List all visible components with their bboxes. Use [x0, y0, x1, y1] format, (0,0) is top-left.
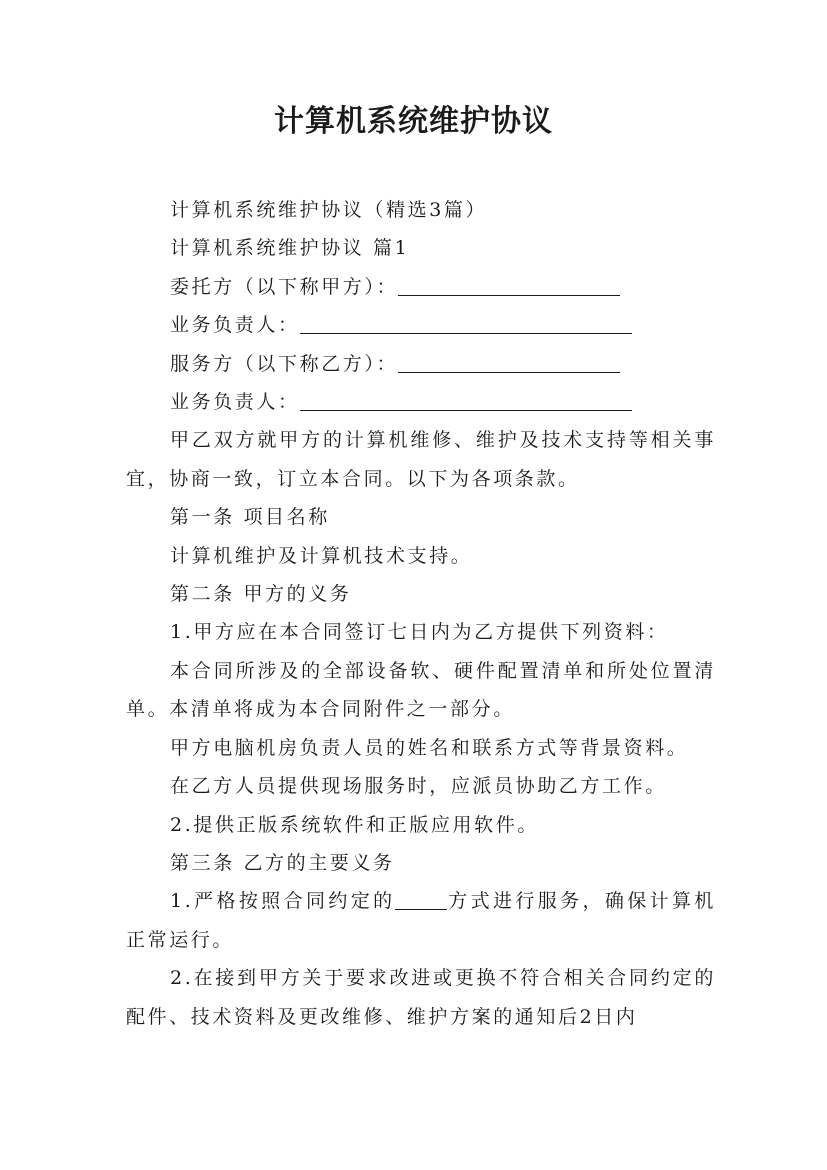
provider-line	[126, 345, 716, 383]
service-method-blank	[395, 891, 447, 910]
provider-manager-label: 业务负责人：	[170, 391, 300, 414]
article3-item1-before: 1.严格按照合同约定的	[170, 890, 396, 913]
provider-manager-line	[126, 383, 716, 421]
article2-item1-a: 本合同所涉及的全部设备软、硬件配置清单和所处位置清单。本清单将成为本合同附件之一部分。	[126, 659, 716, 721]
subtitle-line: 计算机系统维护协议（精选3篇）	[170, 199, 488, 221]
provider-blank	[398, 354, 620, 373]
document-title: 计算机系统维护协议	[274, 104, 553, 139]
article1-heading: 第一条 项目名称	[170, 506, 330, 529]
client-manager-blank	[300, 315, 632, 334]
article2-item2: 2.提供正版系统软件和正版应用软件。	[170, 813, 539, 836]
provider-manager-blank	[300, 392, 632, 411]
document-body	[126, 191, 716, 1036]
article3-item1-after: 方式进行服务，确保计算机正常运行。	[126, 890, 716, 951]
article3-item2: 2.在接到甲方关于要求改进或更换不符合相关合同约定的配件、技术资料及更改维修、维护方案的通知后2日内	[126, 967, 716, 1028]
article1-body: 计算机维护及计算机技术支持。	[170, 544, 473, 567]
article2-item1-b: 甲方电脑机房负责人员的姓名和联系方式等背景资料。	[170, 736, 689, 759]
client-manager-line	[126, 306, 716, 344]
section-heading: 计算机系统维护协议 篇1	[170, 237, 410, 260]
client-line	[126, 268, 716, 306]
client-label: 委托方（以下称甲方）：	[170, 275, 399, 298]
article2-heading: 第二条 甲方的义务	[170, 583, 352, 606]
client-manager-label: 业务负责人：	[170, 314, 300, 337]
article3-heading: 第三条 乙方的主要义务	[170, 851, 395, 874]
article3-item1	[126, 882, 716, 959]
article2-item1: 1.甲方应在本合同签订七日内为乙方提供下列资料：	[170, 621, 669, 644]
provider-label: 服务方（以下称乙方）：	[170, 352, 399, 375]
client-blank	[398, 277, 620, 296]
article2-item1-c: 在乙方人员提供现场服务时，应派员协助乙方工作。	[170, 775, 667, 798]
intro-paragraph: 甲乙双方就甲方的计算机维修、维护及技术支持等相关事宜，协商一致，订立本合同。以下为各项条款。	[126, 429, 716, 490]
